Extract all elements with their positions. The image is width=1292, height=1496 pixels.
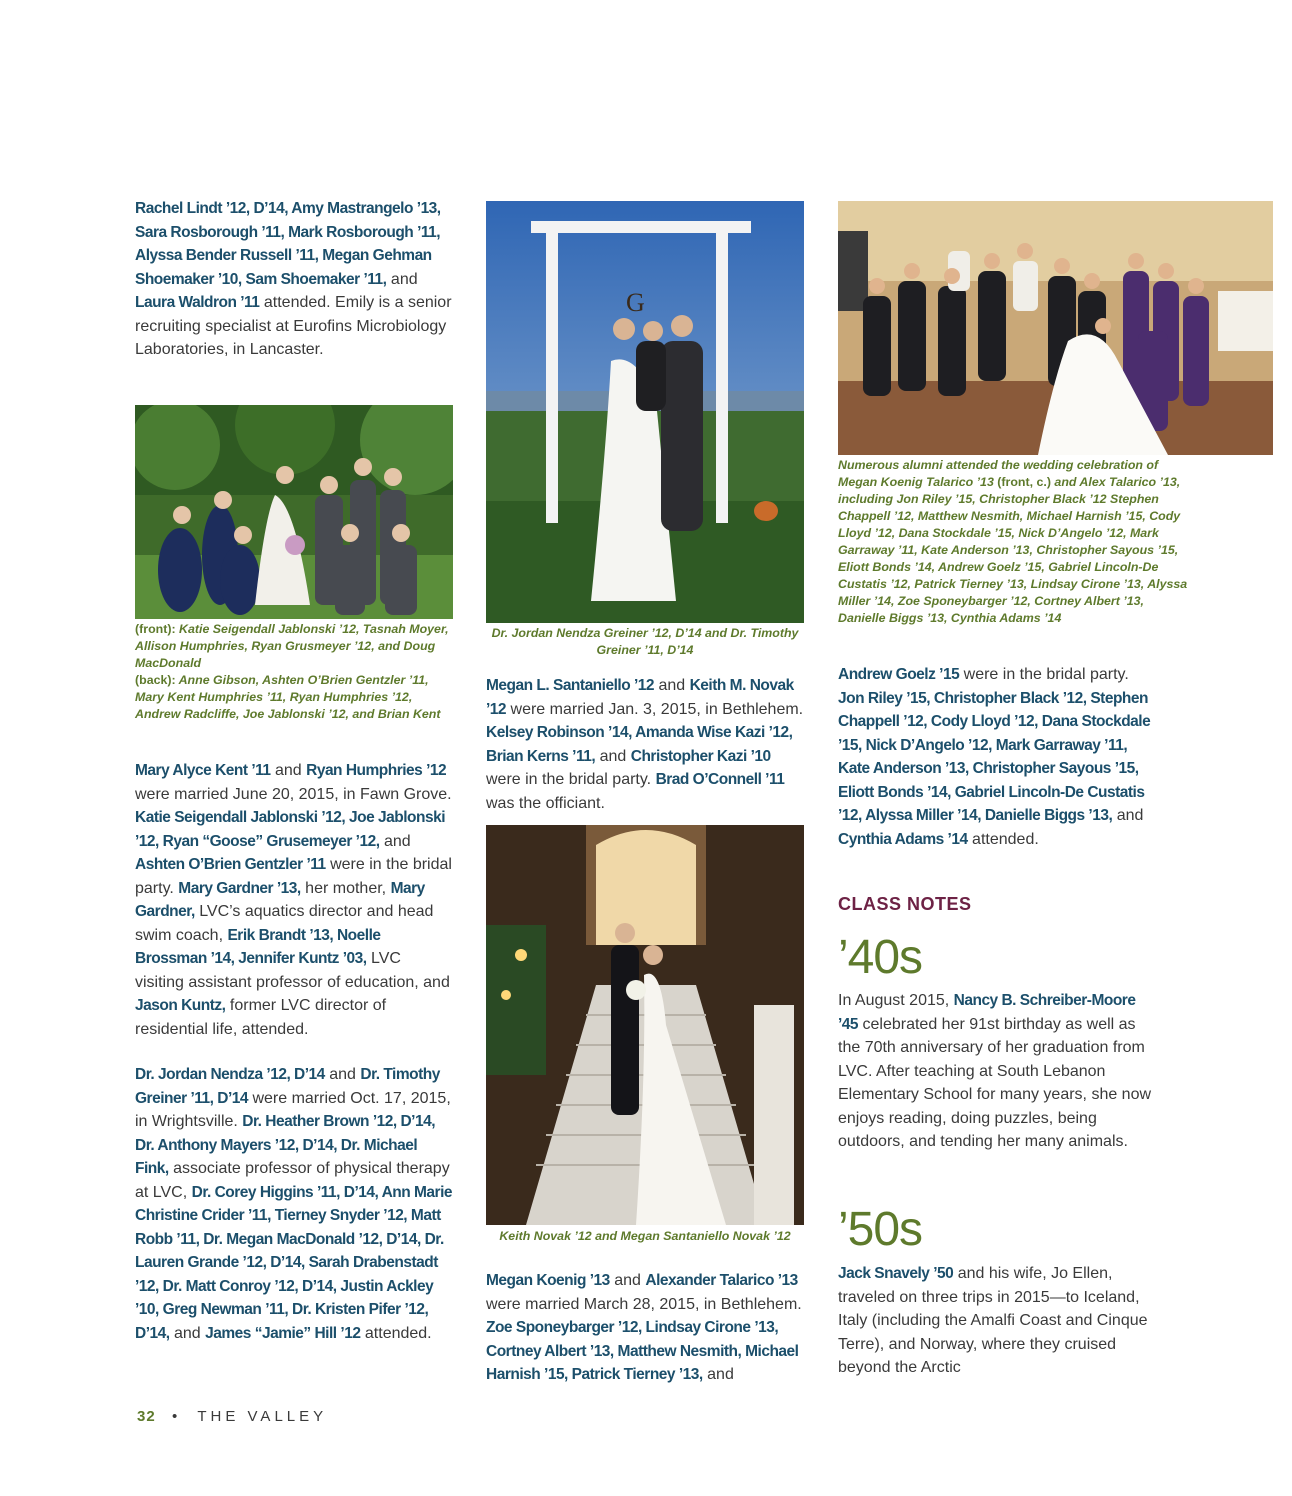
- photo-reception-group: [838, 201, 1273, 455]
- caption-front-names: Katie Seigendall Jablonski ’12, Tasnah Moyer, Allison Humphries, Ryan Grusmeyer ’12, and Doug MacDonald: [135, 622, 449, 670]
- page-number: 32: [137, 1408, 156, 1425]
- column-2-lower: [486, 1269, 804, 1387]
- body-text: were married Jan. 3, 2015, in Bethlehem.: [506, 700, 804, 718]
- body-text: and: [270, 762, 307, 779]
- alumni-name: Jon Riley ’15, Christopher Black ’12, Stephen Chappell ’12, Cody Lloyd ’12, Dana Stockdale ’15, Nick D’Angelo ’12, Mark Garraway ’11, Kate Anderson ’13, Christopher Sayous ’15, Eliott Bonds ’14, Gabriel Lincoln-De Custatis ’12, Alyssa Miller ’14, Danielle Biggs ’13,: [838, 689, 1151, 824]
- body-text: and: [386, 270, 418, 288]
- body-text: attended. Emily is a senior recruiting specialist at Eurofins Microbiology Laboratories, in Lancaster.: [135, 294, 452, 358]
- body-text: was the officiant.: [486, 794, 605, 812]
- body-text: were in the bridal party.: [959, 666, 1129, 683]
- column-1: [135, 197, 453, 362]
- column-3-upper: [838, 663, 1158, 851]
- class-notes-heading: CLASS NOTES: [838, 894, 972, 914]
- alumni-name: Kelsey Robinson ’14, Amanda Wise Kazi ’12, Brian Kerns ’11,: [486, 724, 793, 765]
- photo-staircase-couple: [486, 825, 804, 1225]
- body-text: and: [702, 1366, 734, 1383]
- photo-outdoor-ceremony: [486, 201, 804, 623]
- alumni-name: Dr. Jordan Nendza ’12, D’14: [135, 1066, 325, 1083]
- paragraph-kent-humphries-wedding: [135, 759, 453, 1041]
- photo-caption-reception: [838, 457, 1188, 627]
- body-text: were in the bridal party.: [486, 771, 656, 788]
- paragraph-reception-attendees: [838, 663, 1158, 851]
- paragraph-koenig-talarico-wedding: [486, 1269, 804, 1387]
- alumni-name: Zoe Sponeybarger ’12, Lindsay Cirone ’13, Cortney Albert ’13, Matthew Nesmith, Michael Harnish ’15, Patrick Tierney ’13,: [486, 1319, 799, 1383]
- svg-text:G: G: [626, 288, 645, 317]
- body-text: and: [595, 747, 631, 765]
- body-text: and: [1112, 807, 1144, 824]
- caption-back-names: Anne Gibson, Ashten O’Brien Gentzler ’11, Mary Kent Humphries ’11, Ryan Humphries ’12, Andrew Radcliffe, Joe Jablonski ’12, and Brian Kent: [135, 673, 441, 721]
- paragraph-laura-waldron: [135, 197, 453, 362]
- column-1-lower: [135, 759, 453, 1345]
- body-text: former LVC director of residential life, attended.: [135, 997, 387, 1038]
- body-text: were married Oct. 17, 2015, in Wrightsville.: [135, 1089, 451, 1130]
- alumni-name: Laura Waldron ’11: [135, 294, 260, 311]
- alumni-name: Nancy B. Schreiber-Moore ’45: [838, 992, 1136, 1033]
- body-text: and: [609, 1272, 646, 1289]
- body-text: were in the bridal party.: [135, 856, 452, 897]
- publication-name: THE VALLEY: [197, 1408, 328, 1425]
- photo-fawn-grove-wedding-party: [135, 405, 453, 619]
- column-3-50s: [838, 1262, 1158, 1380]
- body-text: attended.: [967, 830, 1039, 848]
- body-text: were married June 20, 2015, in Fawn Grove.: [135, 785, 452, 803]
- body-text: LVC’s aquatics director and head swim coach,: [135, 903, 434, 944]
- alumni-name: Mary Gardner,: [135, 879, 425, 920]
- body-text: and: [324, 1066, 361, 1083]
- photo-caption-outdoor-ceremony: Dr. Jordan Nendza Greiner ’12, D’14 and Dr. Timothy Greiner ’11, D’14: [491, 626, 799, 657]
- alumni-name: Cynthia Adams ’14: [838, 830, 968, 848]
- decade-heading-40s: ’40s: [838, 931, 923, 984]
- alumni-name: Jason Kuntz,: [135, 997, 226, 1014]
- body-text: associate professor of physical therapy at LVC,: [135, 1160, 450, 1201]
- caption-front-label: (front):: [135, 622, 176, 636]
- alumni-name: Dr. Heather Brown ’12, D’14, Dr. Anthony Mayers ’12, D’14, Dr. Michael Fink,: [135, 1113, 436, 1177]
- paragraph-nendza-greiner-wedding: [135, 1063, 453, 1345]
- caption-reception-part-c: and Alex Talarico ’13, including Jon Riley ’15, Christopher Black ’12 Stephen Chappell ’12, Matthew Nesmith, Michael Harnish ’15, Cody Lloyd ’12, Dana Stockdale ’15, Nick D’Angelo ’12, Mark Garraway ’11, Kate Anderson ’13, Christopher Sayous ’15, Eliott Bonds ’14, Andrew Goelz ’15, Gabriel Lincoln-De Custatis ’12, Patrick Tierney ’13, Lindsay Cirone ’13, Alyssa Miller ’14, Zoe Sponeybarger ’12, Cortney Albert ’13, Danielle Biggs ’13, Cynthia Adams ’14: [838, 475, 1188, 625]
- body-text: and: [654, 677, 690, 694]
- footer-separator: •: [172, 1408, 182, 1425]
- caption-reception-part-a: Numerous alumni attended the wedding celebration of Megan Koenig Talarico ’13: [838, 458, 1159, 489]
- alumni-name: Megan Koenig ’13: [486, 1272, 610, 1289]
- column-2-middle: [486, 674, 804, 815]
- body-text: attended.: [360, 1324, 432, 1342]
- body-text: her mother,: [300, 879, 391, 897]
- alumni-name: Ashten O’Brien Gentzler ’11: [135, 856, 326, 873]
- body-text: LVC visiting assistant professor of education, and: [135, 950, 450, 991]
- alumni-name: James “Jamie” Hill ’12: [205, 1324, 361, 1342]
- alumni-name: Dr. Corey Higgins ’11, D’14, Ann Marie Christine Crider ’11, Tierney Snyder ’12, Matt Robb ’11, Dr. Megan MacDonald ’12, D’14, Dr. Lauren Grande ’12, D’14, Sarah Drabenstadt ’12, Dr. Matt Conroy ’12, D’14, Justin Ackley ’10, Greg Newman ’11, Dr. Kristen Pifer ’12, D’14,: [135, 1183, 452, 1342]
- alumni-name: Erik Brandt ’13, Noelle Brossman ’14, Jennifer Kuntz ’03,: [135, 926, 381, 967]
- body-text: were married March 28, 2015, in Bethlehem.: [486, 1295, 802, 1313]
- alumni-name: Mary Alyce Kent ’11: [135, 762, 271, 779]
- column-3-40s: [838, 989, 1158, 1154]
- caption-reception-part-b: (front, c.): [993, 475, 1055, 489]
- body-text: celebrated her 91st birthday as well as the 70th anniversary of her graduation from LVC. After teaching at South Lebanon Elementary School for many years, she now enjoys reading, doing puzzles, being outdoors, and tending her many animals.: [838, 1015, 1152, 1150]
- alumni-name: Dr. Timothy Greiner ’11, D’14: [135, 1066, 440, 1107]
- body-text: and his wife, Jo Ellen, traveled on three trips in 2015—to Iceland, Italy (including the Amalfi Coast and Cinque Terre), and Norway, where they cruised beyond the Arctic: [838, 1265, 1148, 1376]
- paragraph-santaniello-novak-wedding: [486, 674, 804, 815]
- page-footer: [137, 1408, 327, 1425]
- alumni-name: Katie Seigendall Jablonski ’12, Joe Jablonski ’12, Ryan “Goose” Grusemeyer ’12,: [135, 809, 446, 850]
- decade-heading-50s: ’50s: [838, 1203, 923, 1256]
- paragraph-schreiber-moore: [838, 989, 1158, 1154]
- photo-caption-fawn-grove: [135, 621, 453, 723]
- alumni-name: Mary Gardner ’13,: [178, 879, 301, 897]
- body-text: and: [169, 1324, 206, 1342]
- alumni-name: Brad O’Connell ’11: [655, 771, 785, 788]
- alumni-name: Andrew Goelz ’15: [838, 666, 960, 683]
- photo-caption-staircase: Keith Novak ’12 and Megan Santaniello Novak ’12: [499, 1229, 791, 1243]
- alumni-name: Ryan Humphries ’12: [306, 762, 447, 779]
- alumni-name: Rachel Lindt ’12, D’14, Amy Mastrangelo ’13, Sara Rosborough ’11, Mark Rosborough ’11, Alyssa Bender Russell ’11, Megan Gehman Shoemaker ’10, Sam Shoemaker ’11,: [135, 200, 441, 288]
- body-text: and: [379, 832, 411, 850]
- alumni-name: Megan L. Santaniello ’12: [486, 677, 655, 694]
- alumni-name: Jack Snavely ’50: [838, 1265, 954, 1282]
- caption-back-label: (back):: [135, 673, 176, 687]
- alumni-name: Alexander Talarico ’13: [645, 1272, 798, 1289]
- body-text: In August 2015,: [838, 992, 954, 1009]
- paragraph-jack-snavely: [838, 1262, 1158, 1380]
- alumni-name: Keith M. Novak ’12: [486, 677, 794, 718]
- alumni-name: Christopher Kazi ’10: [630, 747, 771, 765]
